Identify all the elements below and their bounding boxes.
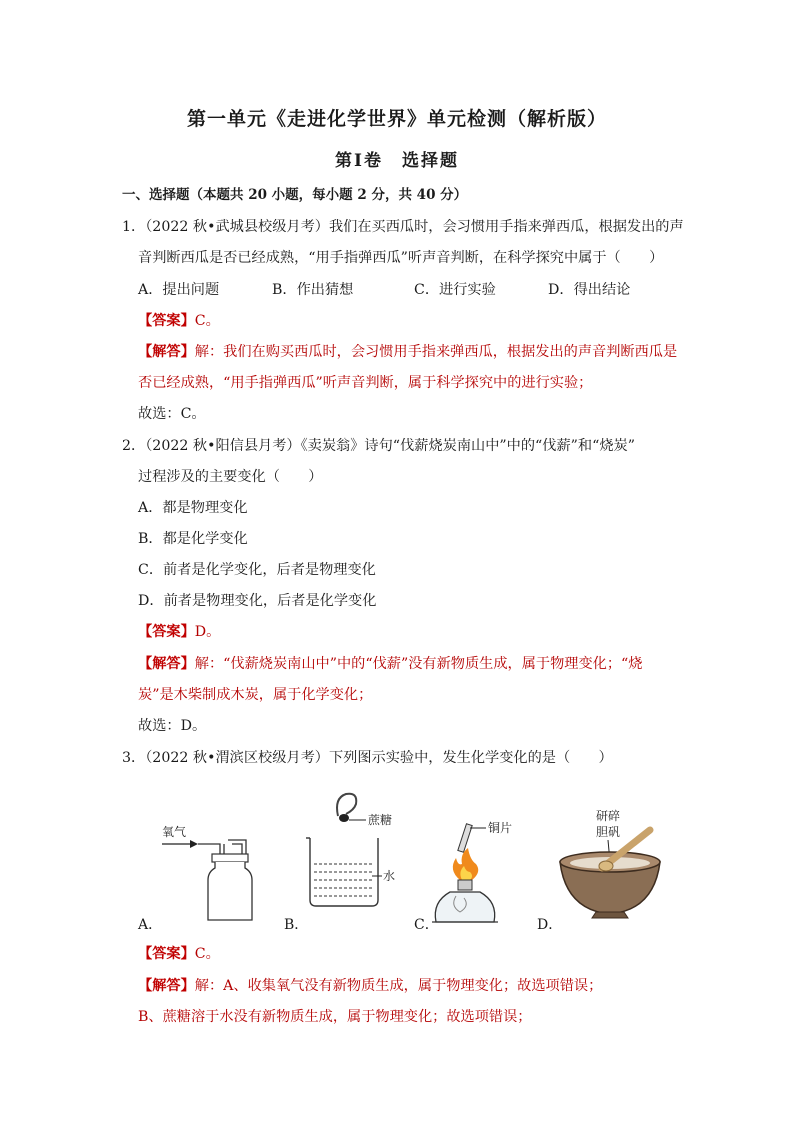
- q2-stem-line2: 过程涉及的主要变化（ ）: [138, 469, 323, 485]
- q1-answer: [138, 312, 220, 330]
- q2-answer: [138, 623, 220, 641]
- q2-option-d: D．前者是物理变化，后者是化学变化: [138, 593, 377, 609]
- alcohol-lamp-illustration: [432, 820, 512, 922]
- document-title: 第一单元《走进化学世界》单元检测（解析版）: [186, 108, 607, 130]
- q3-stem-line1: 3．（2022 秋•渭滨区校级月考）下列图示实验中，发生化学变化的是（ ）: [122, 750, 613, 766]
- q1-option-d: D．得出结论: [548, 282, 631, 298]
- beaker-sugar-illustration: [306, 794, 395, 906]
- answer-value: C。: [194, 313, 220, 329]
- analysis-tag: 【解答】: [138, 344, 195, 360]
- q2-choose: 故选：D。: [138, 718, 207, 734]
- answer-tag: 【答案】: [138, 946, 195, 962]
- q1-stem-line1: 1．（2022 秋•武城县校级月考）我们在买西瓜时，会习惯用手指来弹西瓜，根据发出的声: [122, 219, 684, 235]
- q2-analysis-line2: 炭”是木柴制成木炭，属于化学变化；: [138, 687, 373, 703]
- q2-option-a: A．都是物理变化: [138, 500, 248, 516]
- section-subtitle: 第Ⅰ卷 选择题: [335, 151, 459, 171]
- fig-c-letter: C．: [414, 917, 439, 933]
- q2-option-b: B．都是化学变化: [138, 531, 248, 547]
- fig-a-label: 氧气: [162, 825, 187, 839]
- q2-stem-line1: 2．（2022 秋•阳信县月考）《卖炭翁》诗句“伐薪烧炭南山中”中的“伐薪”和“烧炭”: [122, 438, 635, 454]
- answer-value: D。: [194, 624, 221, 640]
- fig-d-letter: D．: [537, 917, 563, 933]
- q3-analysis-line2: B、蔗糖溶于水没有新物质生成，属于物理变化；故选项错误；: [138, 1009, 532, 1025]
- q2-analysis-line1: [138, 655, 642, 673]
- answer-value: C。: [194, 946, 220, 962]
- analysis-tag: 【解答】: [138, 656, 195, 672]
- fig-b-label-sugar: 蔗糖: [368, 813, 393, 827]
- fig-d-label-vitriol: 胆矾: [596, 825, 621, 839]
- analysis-text: 解：“伐薪烧炭南山中”中的“伐薪”没有新物质生成，属于物理变化；“烧: [194, 656, 643, 672]
- q1-option-a: A．提出问题: [138, 282, 220, 298]
- gas-bottle-illustration: [162, 824, 252, 920]
- q1-analysis-line2: 否已经成熟，“用手指弹西瓜”听声音判断，属于科学探究中的进行实验；: [138, 375, 593, 391]
- q1-choose: 故选：C。: [138, 406, 206, 422]
- analysis-tag: 【解答】: [138, 978, 195, 994]
- q3-answer: [138, 945, 220, 963]
- q1-analysis-line1: [138, 343, 677, 361]
- answer-tag: 【答案】: [138, 624, 195, 640]
- q3-analysis-line1: [138, 977, 602, 995]
- q1-option-c: C．进行实验: [414, 282, 496, 298]
- answer-tag: 【答案】: [138, 313, 195, 329]
- analysis-text: 解：我们在购买西瓜时，会习惯用手指来弹西瓜，根据发出的声音判断西瓜是: [194, 344, 678, 360]
- q1-stem-line2: 音判断西瓜是否已经成熟，“用手指弹西瓜”听声音判断，在科学探究中属于（ ）: [138, 250, 664, 266]
- q2-option-c: C．前者是化学变化，后者是物理变化: [138, 562, 376, 578]
- analysis-text: 解：A、收集氧气没有新物质生成，属于物理变化；故选项错误；: [194, 978, 603, 994]
- q1-option-b: B．作出猜想: [272, 282, 354, 298]
- fig-d-label-grind: 研碎: [596, 809, 621, 823]
- q3-figure: [120, 780, 680, 940]
- mortar-pestle-illustration: [560, 808, 660, 918]
- fig-a-letter: A．: [138, 917, 163, 933]
- fig-b-label-water: 水: [383, 869, 396, 883]
- fig-c-label: 铜片: [488, 821, 513, 835]
- section-header: 一、选择题（本题共 20 小题，每小题 2 分，共 40 分）: [122, 187, 468, 203]
- fig-b-letter: B．: [284, 917, 309, 933]
